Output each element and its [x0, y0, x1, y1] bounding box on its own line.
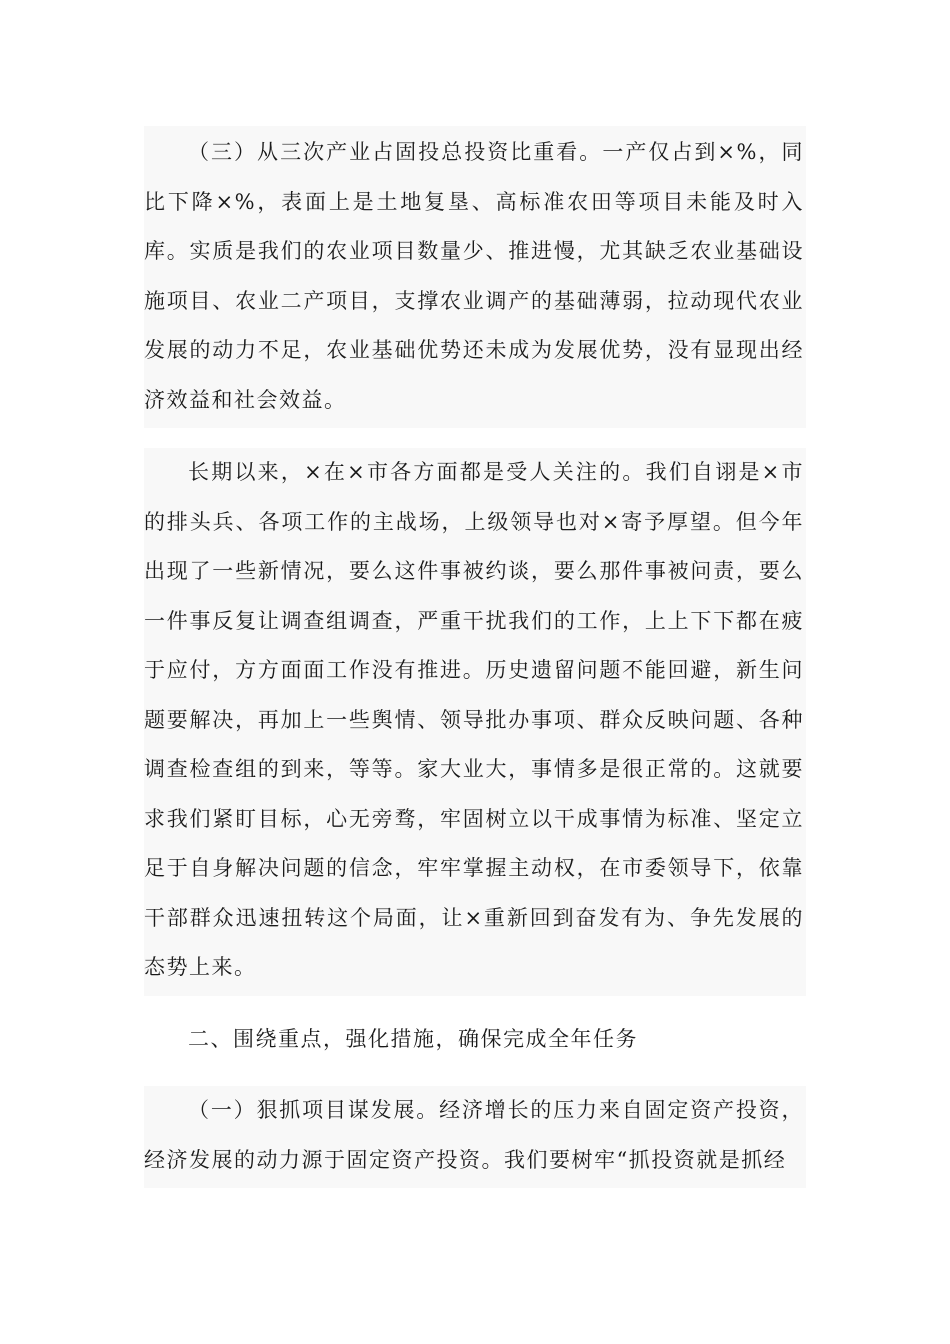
- paragraph-block: [144, 448, 806, 996]
- paragraph-primary-industry: （三）从三次产业占固投总投资比重看。一产仅占到×%，同比下降×%，表面上是土地复垦、高标准农田等项目未能及时入库。实质是我们的农业项目数量少、推进慢，尤其缺乏农业基础设施项目、农业二产项目，支撑农业调产的基础薄弱，拉动现代农业发展的动力不足，农业基础优势还未成为发展优势，没有显现出经济效益和社会效益。: [144, 140, 804, 412]
- paragraph-block: [144, 126, 806, 428]
- paragraph-long-term: 长期以来，×在×市各方面都是受人关注的。我们自诩是×市的排头兵、各项工作的主战场，上级领导也对×寄予厚望。但今年出现了一些新情况，要么这件事被约谈，要么那件事被问责，要么一件事反复让调查组调查，严重干扰我们的工作，上上下下都在疲于应付，方方面面工作没有推进。历史遗留问题不能回避，新生问题要解决，再加上一些舆情、领导批办事项、群众反映问题、各种调查检查组的到来，等等。家大业大，事情多是很正常的。这就要求我们紧盯目标，心无旁骛，牢固树立以干成事情为标准、坚定立足于自身解决问题的信念，牢牢掌握主动权，在市委领导下，依靠干部群众迅速扭转这个局面，让×重新回到奋发有为、争先发展的态势上来。: [144, 460, 804, 979]
- section-heading-block: [144, 1015, 806, 1067]
- section-heading: 二、围绕重点，强化措施，确保完成全年任务: [188, 1027, 638, 1051]
- paragraph-block: [144, 1086, 806, 1188]
- paragraph-projects: （一）狠抓项目谋发展。经济增长的压力来自固定资产投资，经济发展的动力源于固定资产投资。我们要树牢“抓投资就是抓经: [144, 1098, 804, 1172]
